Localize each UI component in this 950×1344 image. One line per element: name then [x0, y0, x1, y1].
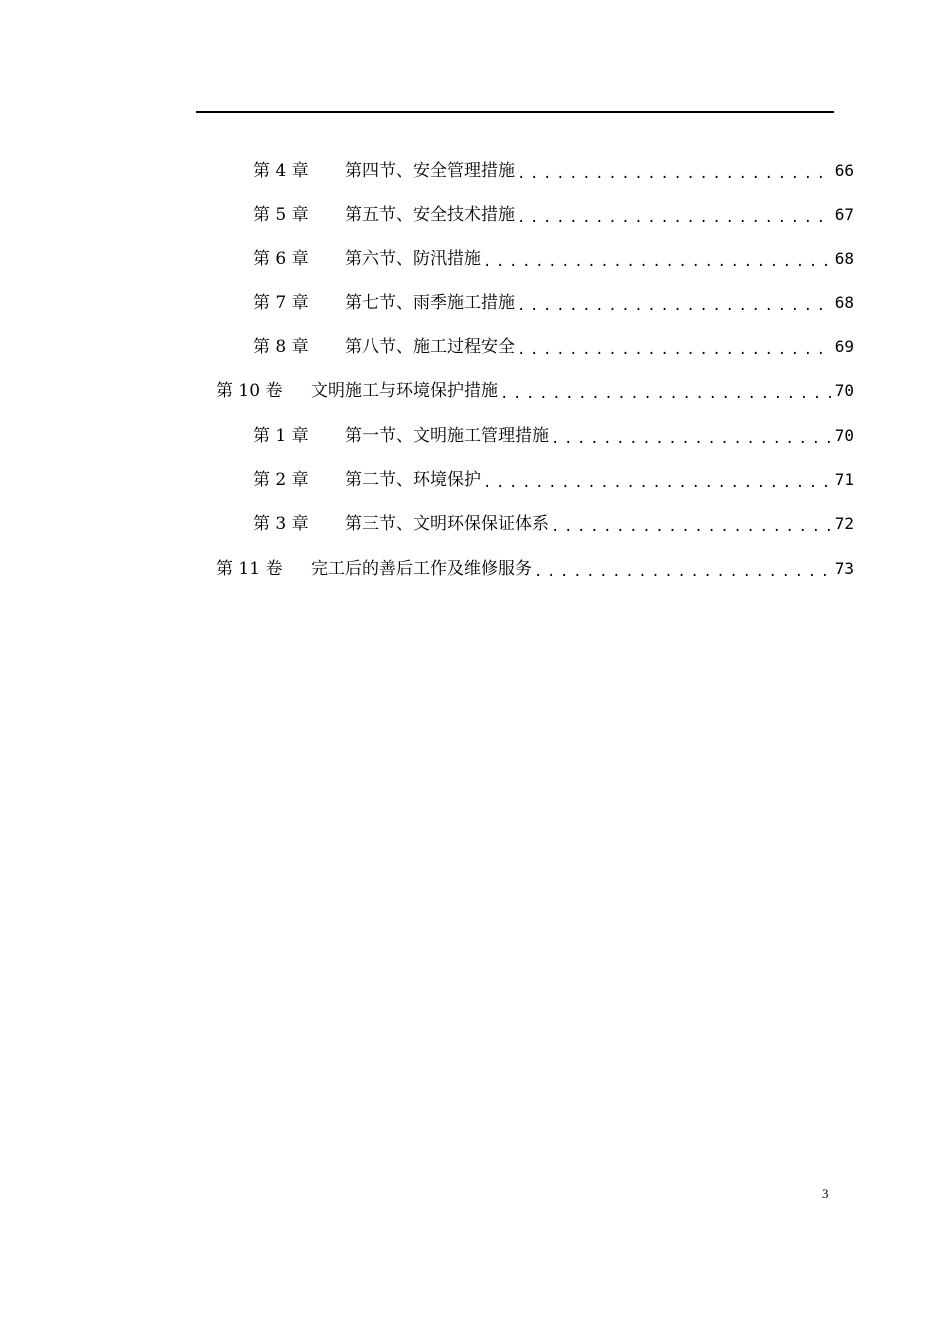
toc-entry-page: 70	[834, 381, 854, 400]
toc-entry-title: 第二节、环境保护	[345, 470, 481, 490]
toc-entry[interactable]	[216, 377, 854, 405]
toc-entry-title: 第四节、安全管理措施	[345, 161, 515, 181]
toc-entry[interactable]	[253, 245, 854, 273]
toc-entry-page: 68	[834, 249, 854, 268]
toc-entry-page: 69	[834, 337, 854, 356]
toc-entry[interactable]	[253, 201, 854, 229]
toc-entry-page: 68	[834, 293, 854, 312]
toc-entry-title: 第五节、安全技术措施	[345, 205, 515, 225]
toc-dot-leader	[483, 248, 833, 276]
toc-entry-page: 71	[834, 470, 854, 489]
toc-dot-leader	[517, 292, 833, 320]
toc-entry-title: 第一节、文明施工管理措施	[345, 426, 549, 446]
toc-entry[interactable]	[253, 422, 854, 450]
toc-entry-number: 第 7 章	[253, 293, 309, 313]
toc-entry-number: 第 2 章	[253, 470, 309, 490]
toc-entry-number: 第 11 卷	[216, 559, 283, 579]
toc-entry-title: 第六节、防汛措施	[345, 249, 481, 269]
toc-entry-title: 完工后的善后工作及维修服务	[311, 559, 532, 579]
toc-entry-page: 72	[834, 514, 854, 533]
toc-dot-leader	[517, 336, 833, 364]
toc-dot-leader	[534, 558, 833, 586]
toc-entry-number: 第 4 章	[253, 161, 309, 181]
toc-entry-title: 第七节、雨季施工措施	[345, 293, 515, 313]
toc-entry-title: 第八节、施工过程安全	[345, 337, 515, 357]
toc-dot-leader	[551, 425, 833, 453]
toc-dot-leader	[517, 204, 833, 232]
toc-entry[interactable]	[216, 555, 854, 583]
toc-entry-number: 第 3 章	[253, 514, 309, 534]
toc-entry-number: 第 5 章	[253, 205, 309, 225]
toc-entry-number: 第 1 章	[253, 426, 309, 446]
toc-dot-leader	[500, 380, 833, 408]
toc-entry-page: 70	[834, 426, 854, 445]
toc-entry-number: 第 10 卷	[216, 381, 283, 401]
toc-entry[interactable]	[253, 466, 854, 494]
toc-entry-page: 73	[834, 559, 854, 578]
toc-entry-page: 67	[834, 205, 854, 224]
header-rule	[196, 111, 834, 113]
toc-entry-number: 第 8 章	[253, 337, 309, 357]
toc-dot-leader	[483, 469, 833, 497]
toc-entry[interactable]	[253, 333, 854, 361]
toc-entry-number: 第 6 章	[253, 249, 309, 269]
toc-entry-page: 66	[834, 161, 854, 180]
toc-dot-leader	[551, 513, 833, 541]
page-number: 3	[822, 1186, 829, 1201]
toc-entry[interactable]	[253, 289, 854, 317]
toc-dot-leader	[517, 160, 833, 188]
toc-entry[interactable]	[253, 510, 854, 538]
toc-entry-title: 第三节、文明环保保证体系	[345, 514, 549, 534]
toc-entry-title: 文明施工与环境保护措施	[311, 381, 498, 401]
toc-entry[interactable]	[253, 157, 854, 185]
